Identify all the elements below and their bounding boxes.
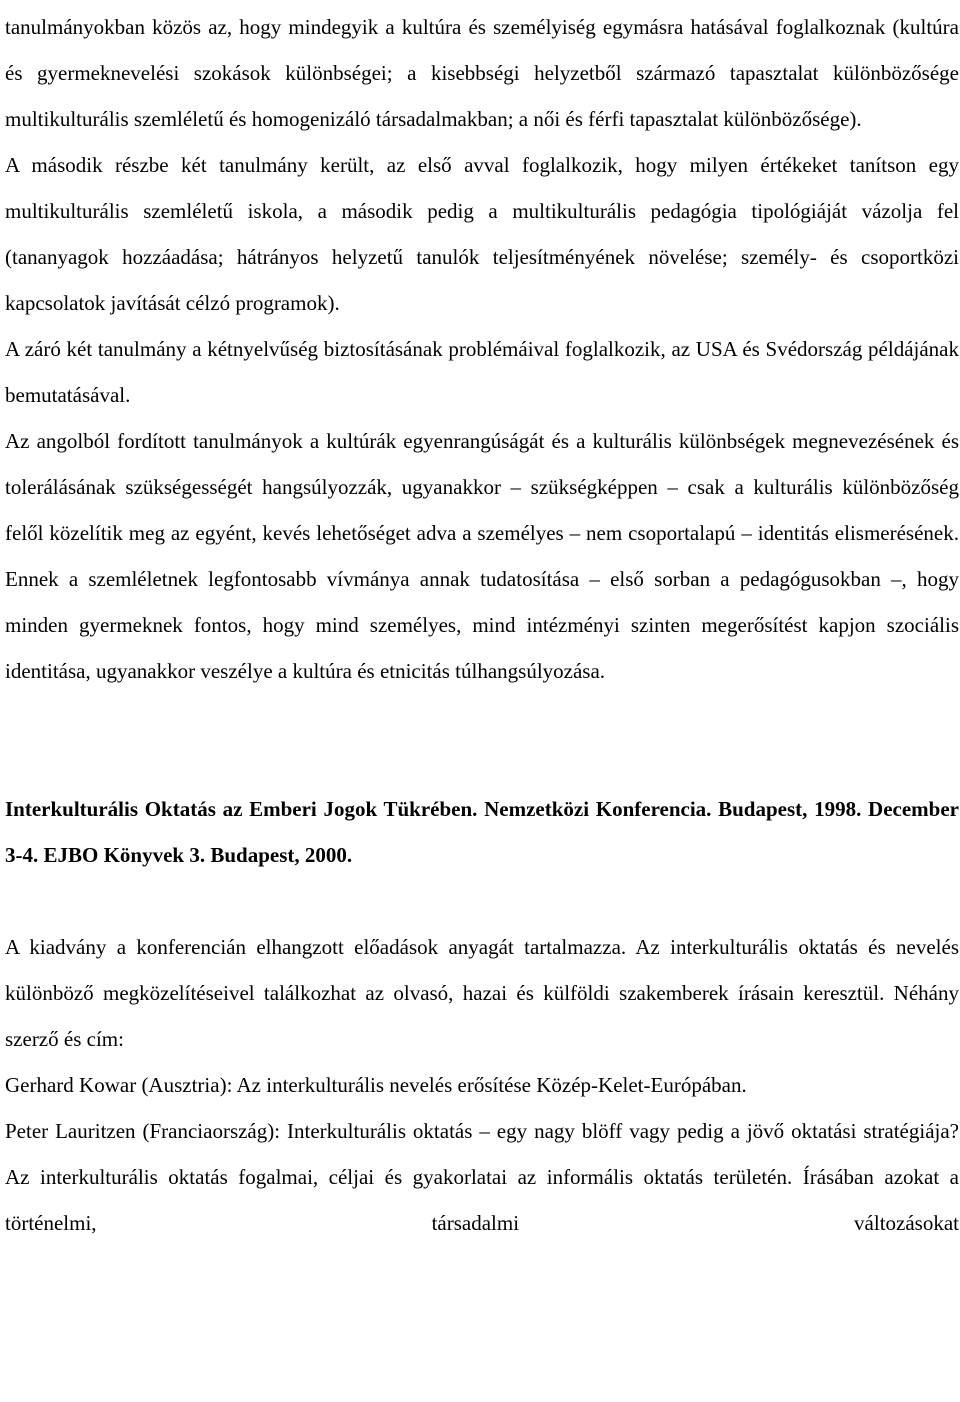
paragraph-author-lauritzen: Peter Lauritzen (Franciaország): Interkulturális oktatás – egy nagy blöff vagy pedig a jövő oktatási stratégiája? Az interkulturális oktatás fogalmai, céljai és gyakorlatai az informális oktatás területén. Írásában azokat a történelmi, társadalmi változásokat: [5, 1119, 959, 1235]
paragraph-second-part: A második részbe két tanulmány került, az első avval foglalkozik, hogy milyen értékeket tanítson egy multikulturális szemléletű iskola, a második pedig a multikulturális pedagógia tipológiáját vázolja fel (tananyagok hozzáadása; hátrányos helyzetű tanulók teljesítményének növelése; személy- és csoportközi kapcsolatok javítását célzó programok).: [5, 153, 959, 315]
book-title-heading: Interkulturális Oktatás az Emberi Jogok Tükrében. Nemzetközi Konferencia. Budapest, 1998. December 3-4. EJBO Könyvek 3. Budapest, 2000.: [5, 797, 959, 867]
paragraph-conference-summary: A kiadvány a konferencián elhangzott előadások anyagát tartalmazza. Az interkulturális oktatás és nevelés különböző megközelítéseivel találkozhat az olvasó, hazai és külföldi szakemberek írásain keresztül. Néhány szerző és cím:: [5, 935, 959, 1051]
paragraph-bilingualism: A záró két tanulmány a kétnyelvűség biztosításának problémáival foglalkozik, az USA és Svédország példájának bemutatásával.: [5, 337, 959, 407]
paragraph-culture-personality: tanulmányokban közös az, hogy mindegyik a kultúra és személyiség egymásra hatásával foglalkoznak (kultúra és gyermeknevelési szokások különbségei; a kisebbségi helyzetből származó tapasztalat különbözősége multikulturális szemléletű és homogenizáló társadalmakban; a női és férfi tapasztalat különbözősége).: [5, 15, 959, 131]
paragraph-author-kowar: Gerhard Kowar (Ausztria): Az interkulturális nevelés erősítése Közép-Kelet-Európában.: [5, 1073, 747, 1097]
paragraph-translated-studies: Az angolból fordított tanulmányok a kultúrák egyenrangúságát és a kulturális különbségek megnevezésének és tolerálásának szükségességét hangsúlyozzák, ugyanakkor – szükségképpen – csak a kulturális különbözőség felől közelítik meg az egyént, kevés lehetőséget adva a személyes – nem csoportalapú – identitás elismerésének. Ennek a szemléletnek legfontosabb vívmánya annak tudatosítása – első sorban a pedagógusokban –, hogy minden gyermeknek fontos, hogy mind személyes, mind intézményi szinten megerősítést kapjon szociális identitása, ugyanakkor veszélye a kultúra és etnicitás túlhangsúlyozása.: [5, 429, 959, 683]
document-page: [5, 4, 959, 1246]
section-spacer: [5, 694, 959, 786]
section-spacer: [5, 878, 959, 924]
